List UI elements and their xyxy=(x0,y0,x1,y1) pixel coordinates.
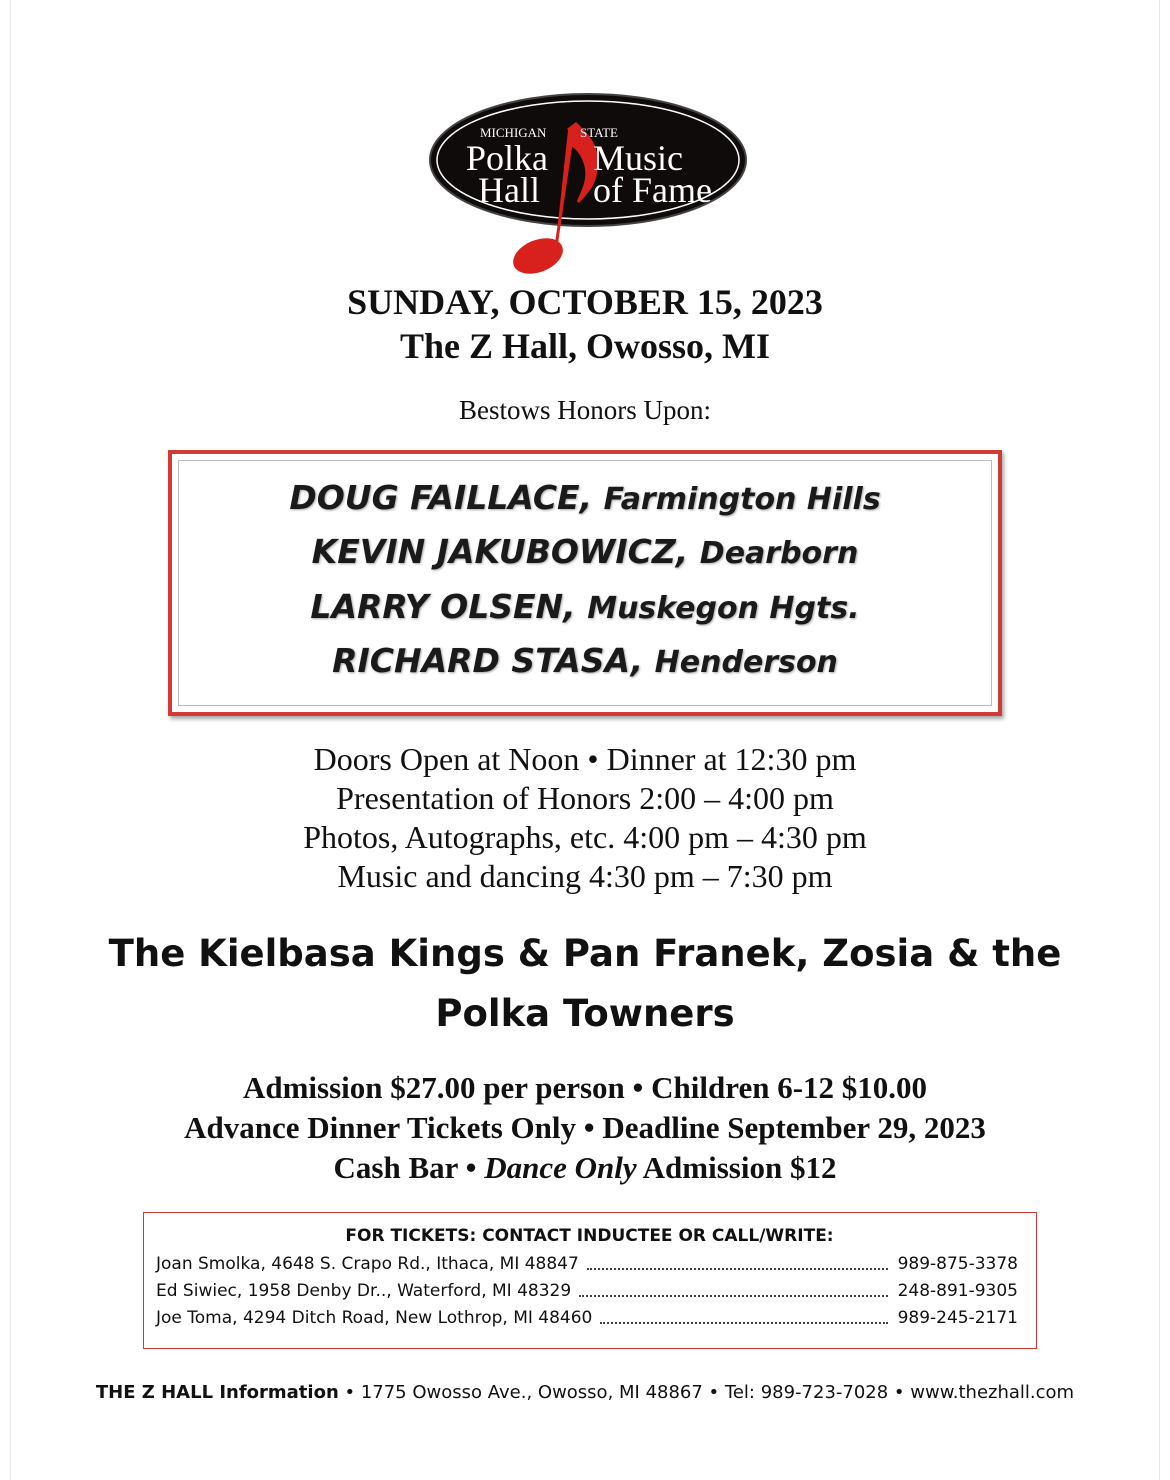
contact-name-address: Ed Siwiec, 1958 Denby Dr.., Waterford, MI 48329 xyxy=(156,1281,572,1301)
honoree-city: Muskegon Hgts. xyxy=(587,591,860,626)
contact-phone: 989-875-3378 xyxy=(897,1254,1018,1274)
bands-line: The Kielbasa Kings & Pan Franek, Zosia & the xyxy=(108,932,1062,975)
bands-line: Polka Towners xyxy=(435,992,735,1035)
contact-name-address: Joan Smolka, 4648 S. Crapo Rd., Ithaca, MI 48847 xyxy=(156,1254,579,1274)
honoree-city: Dearborn xyxy=(699,536,859,571)
footer-address: • 1775 Owosso Ave., Owosso, MI 48867 • Tel: 989-723-7028 • www.thezhall.com xyxy=(338,1382,1075,1403)
dance-admission-text: Admission $12 xyxy=(636,1150,837,1185)
cash-bar-text: Cash Bar • xyxy=(333,1150,485,1185)
dot-leader xyxy=(600,1322,887,1324)
contact-phone: 248-891-9305 xyxy=(897,1281,1018,1301)
logo-polka: Polka xyxy=(466,138,549,178)
contact-row xyxy=(156,1306,1018,1330)
tickets-title: FOR TICKETS: CONTACT INDUCTEE OR CALL/WRITE: xyxy=(345,1226,834,1246)
event-venue: The Z Hall, Owosso, MI xyxy=(399,326,771,366)
footer-label: THE Z HALL Information xyxy=(95,1382,339,1403)
honoree-name: KEVIN JAKUBOWICZ, xyxy=(311,532,689,571)
honorees-box xyxy=(168,450,1002,716)
polka-hall-of-fame-logo xyxy=(428,90,748,280)
schedule-line: Presentation of Honors 2:00 – 4:00 pm xyxy=(336,780,834,816)
honoree-4 xyxy=(172,641,998,683)
honoree-2 xyxy=(172,532,998,574)
cash-bar-line xyxy=(0,1148,1170,1188)
contact-name-address: Joe Toma, 4294 Ditch Road, New Lothrop, MI 48460 xyxy=(156,1308,593,1328)
dance-only-text: Dance Only xyxy=(484,1150,637,1185)
honoree-city: Farmington Hills xyxy=(603,482,881,517)
event-date: SUNDAY, OCTOBER 15, 2023 xyxy=(347,282,823,322)
logo-of-fame: of Fame xyxy=(593,170,712,210)
schedule-line: Music and dancing 4:30 pm – 7:30 pm xyxy=(337,858,833,894)
contact-row xyxy=(156,1252,1018,1276)
honoree-3 xyxy=(172,587,998,629)
honoree-name: RICHARD STASA, xyxy=(332,641,644,680)
dot-leader xyxy=(579,1295,887,1297)
deadline-line: Advance Dinner Tickets Only • Deadline September 29, 2023 xyxy=(184,1110,986,1145)
honoree-name: LARRY OLSEN, xyxy=(310,587,576,626)
zhall-info-footer xyxy=(0,1380,1170,1406)
honoree-city: Henderson xyxy=(654,645,838,680)
contact-row xyxy=(156,1279,1018,1303)
logo-state: STATE xyxy=(580,125,618,140)
contact-phone: 989-245-2171 xyxy=(897,1308,1018,1328)
logo-music: Music xyxy=(593,138,683,178)
logo-hall: Hall xyxy=(478,170,540,210)
honoree-name: DOUG FAILLACE, xyxy=(289,478,593,517)
logo-michigan: MICHIGAN xyxy=(480,125,547,140)
tickets-contact-box xyxy=(143,1212,1037,1349)
honoree-1 xyxy=(172,478,998,520)
honors-intro: Bestows Honors Upon: xyxy=(458,395,711,425)
schedule-line: Photos, Autographs, etc. 4:00 pm – 4:30 pm xyxy=(303,819,867,855)
admission-line: Admission $27.00 per person • Children 6-12 $10.00 xyxy=(242,1070,928,1105)
schedule-line: Doors Open at Noon • Dinner at 12:30 pm xyxy=(313,741,857,777)
dot-leader xyxy=(587,1268,888,1270)
